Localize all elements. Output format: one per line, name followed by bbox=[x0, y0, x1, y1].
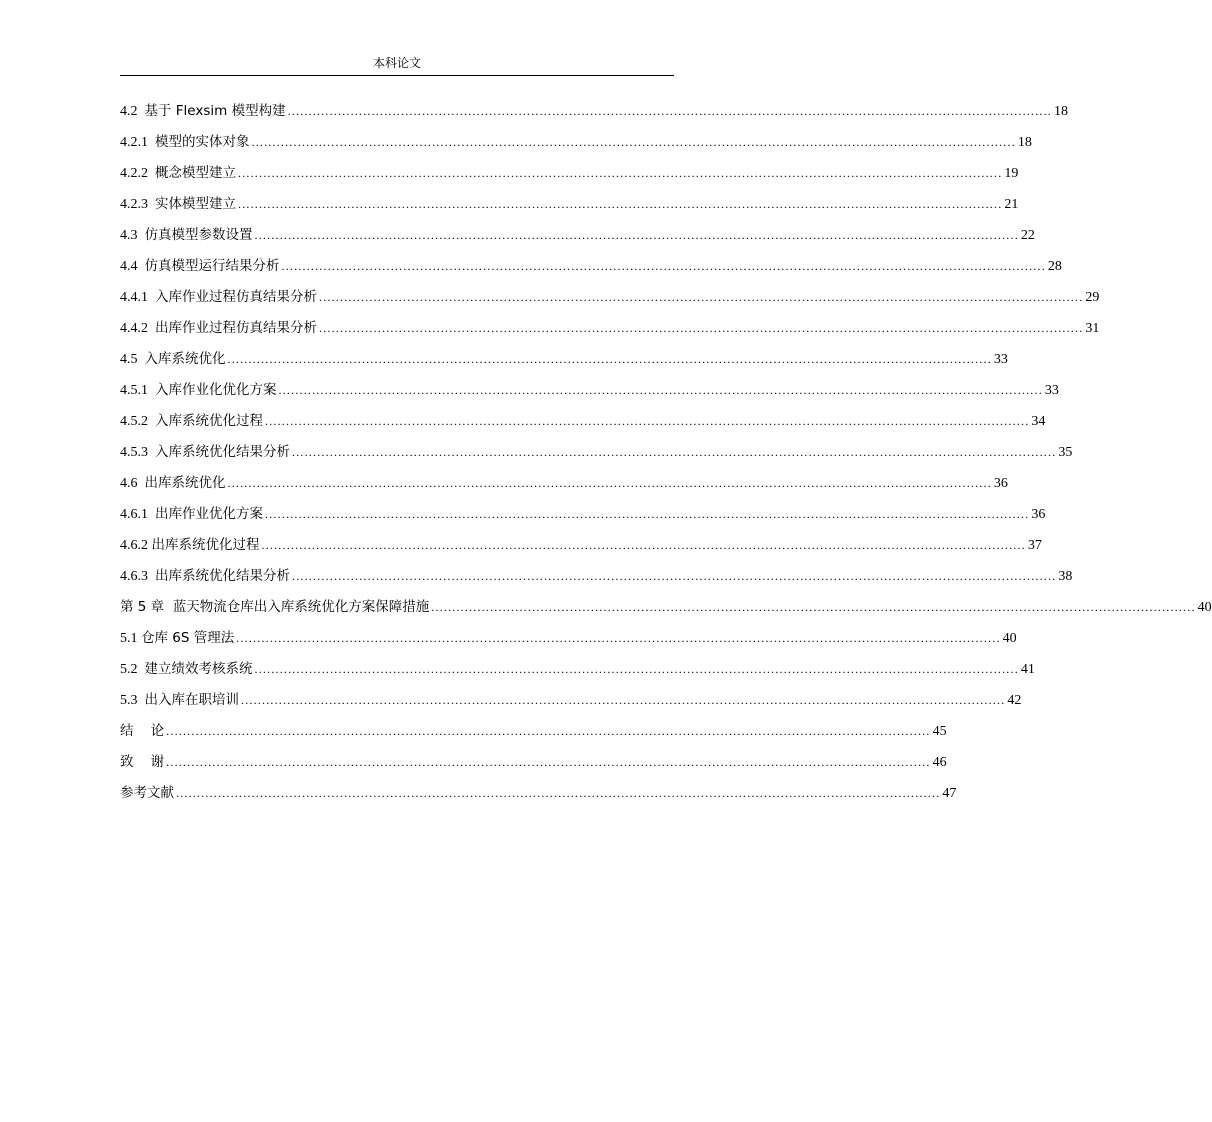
toc-entry-number: 4.3 bbox=[120, 228, 145, 243]
toc-entry-title: 入库系统优化结果分析 bbox=[155, 444, 290, 460]
toc-entry-title: 出库系统优化过程 bbox=[151, 537, 260, 553]
toc-entry-title: 实体模型建立 bbox=[155, 196, 236, 212]
toc-entry-page-number: 28 bbox=[1047, 259, 1062, 274]
toc-entry[interactable] bbox=[120, 473, 1008, 504]
toc-entry[interactable] bbox=[120, 349, 1008, 380]
toc-entry-page-number: 38 bbox=[1058, 569, 1073, 584]
toc-entry[interactable] bbox=[120, 380, 1059, 411]
toc-entry-title: 出入库在职培训 bbox=[144, 692, 239, 708]
toc-entry-page-number: 47 bbox=[942, 786, 957, 801]
toc-entry-number: 4.6 bbox=[120, 476, 145, 491]
toc-entry-title: 仿真模型运行结果分析 bbox=[144, 258, 280, 274]
toc-entry-title: 入库系统优化 bbox=[144, 351, 226, 367]
table-of-contents bbox=[120, 101, 1212, 814]
toc-entry-number: 5.2 bbox=[120, 662, 145, 677]
toc-dot-leader: ...................................................................................................................................................................................... bbox=[278, 383, 1043, 397]
toc-entry-title: 入库系统优化过程 bbox=[155, 413, 263, 429]
toc-entry-page-number: 18 bbox=[1017, 135, 1032, 150]
toc-entry[interactable] bbox=[120, 659, 1035, 690]
toc-entry-number: 4.2.2 bbox=[120, 166, 155, 181]
toc-entry[interactable] bbox=[120, 535, 1042, 566]
toc-entry-number: 4.5.2 bbox=[120, 414, 155, 429]
toc-entry-page-number: 34 bbox=[1031, 414, 1046, 429]
toc-entry-number: 4.5 bbox=[120, 352, 145, 367]
toc-dot-leader: ...................................................................................................................................................................................... bbox=[227, 352, 992, 366]
toc-entry-title: 模型的实体对象 bbox=[155, 134, 250, 150]
toc-entry-number: 5.3 bbox=[120, 693, 145, 708]
toc-entry-page-number: 19 bbox=[1004, 166, 1019, 181]
toc-entry[interactable] bbox=[120, 225, 1035, 256]
toc-entry-number: 4.4.2 bbox=[120, 321, 155, 336]
toc-dot-leader: ...................................................................................................................................................................................... bbox=[176, 786, 941, 800]
toc-entry-page-number: 46 bbox=[932, 755, 947, 770]
toc-entry[interactable] bbox=[120, 442, 1073, 473]
toc-entry-page-number: 35 bbox=[1058, 445, 1073, 460]
toc-entry-page-number: 36 bbox=[993, 476, 1008, 491]
toc-entry-page-number: 41 bbox=[1020, 662, 1035, 677]
toc-dot-leader: ...................................................................................................................................................................................... bbox=[254, 228, 1019, 242]
toc-entry-page-number: 37 bbox=[1027, 538, 1042, 553]
toc-dot-leader: ...................................................................................................................................................................................... bbox=[319, 290, 1084, 304]
toc-entry-number: 4.6.2 bbox=[120, 538, 152, 553]
toc-entry-page-number: 45 bbox=[932, 724, 947, 739]
toc-entry[interactable] bbox=[120, 287, 1100, 318]
toc-dot-leader: ...................................................................................................................................................................................... bbox=[251, 135, 1016, 149]
toc-dot-leader: ...................................................................................................................................................................................... bbox=[238, 197, 1003, 211]
toc-entry-title: 仓库 6S 管理法 bbox=[141, 630, 235, 646]
toc-entry[interactable] bbox=[120, 101, 1068, 132]
toc-entry-number: 5.1 bbox=[120, 631, 141, 646]
toc-entry-page-number: 42 bbox=[1007, 693, 1022, 708]
toc-entry-title: 参考文献 bbox=[120, 785, 174, 801]
toc-entry-number: 4.6.3 bbox=[120, 569, 155, 584]
toc-dot-leader: ...................................................................................................................................................................................... bbox=[166, 724, 931, 738]
toc-entry-title: 致 谢 bbox=[120, 754, 165, 770]
toc-entry-number: 4.2.3 bbox=[120, 197, 155, 212]
toc-entry-number: 4.2.1 bbox=[120, 135, 155, 150]
toc-dot-leader: ...................................................................................................................................................................................... bbox=[319, 321, 1084, 335]
toc-entry-title: 仿真模型参数设置 bbox=[144, 227, 253, 243]
toc-entry-page-number: 29 bbox=[1085, 290, 1100, 305]
toc-dot-leader: ...................................................................................................................................................................................... bbox=[166, 755, 931, 769]
toc-dot-leader: ...................................................................................................................................................................................... bbox=[265, 414, 1030, 428]
toc-entry[interactable] bbox=[120, 597, 1212, 628]
toc-entry[interactable] bbox=[120, 318, 1100, 349]
toc-entry-page-number: 36 bbox=[1031, 507, 1046, 522]
toc-dot-leader: ...................................................................................................................................................................................... bbox=[261, 538, 1026, 552]
toc-entry[interactable] bbox=[120, 256, 1062, 287]
toc-entry[interactable] bbox=[120, 504, 1046, 535]
toc-entry-title: 出库作业过程仿真结果分析 bbox=[155, 320, 317, 336]
toc-entry-page-number: 40 bbox=[1002, 631, 1017, 646]
toc-entry-title: 入库作业过程仿真结果分析 bbox=[155, 289, 317, 305]
toc-entry[interactable] bbox=[120, 690, 1022, 721]
toc-entry[interactable] bbox=[120, 194, 1019, 225]
toc-entry[interactable] bbox=[120, 163, 1019, 194]
toc-entry-title: 出库作业优化方案 bbox=[155, 506, 263, 522]
toc-entry-title: 概念模型建立 bbox=[155, 165, 236, 181]
toc-entry-title: 结 论 bbox=[120, 723, 165, 739]
toc-entry-number: 4.2 bbox=[120, 104, 145, 119]
toc-entry-page-number: 18 bbox=[1054, 104, 1068, 119]
toc-dot-leader: ...................................................................................................................................................................................... bbox=[292, 569, 1057, 583]
toc-entry-number: 4.4 bbox=[120, 259, 145, 274]
toc-entry-page-number: 33 bbox=[1044, 383, 1059, 398]
toc-entry-title: 建立绩效考核系统 bbox=[144, 661, 253, 677]
toc-entry-title: 基于 Flexsim 模型构建 bbox=[144, 103, 286, 119]
toc-entry[interactable] bbox=[120, 752, 947, 783]
toc-entry-number: 4.5.3 bbox=[120, 445, 155, 460]
toc-dot-leader: ...................................................................................................................................................................................... bbox=[254, 662, 1019, 676]
toc-dot-leader: ...................................................................................................................................................................................... bbox=[292, 445, 1057, 459]
page-header bbox=[120, 55, 674, 76]
toc-dot-leader: ...................................................................................................................................................................................... bbox=[431, 600, 1196, 614]
toc-dot-leader: ...................................................................................................................................................................................... bbox=[281, 259, 1046, 273]
toc-entry[interactable] bbox=[120, 566, 1073, 597]
toc-dot-leader: ...................................................................................................................................................................................... bbox=[227, 476, 992, 490]
toc-dot-leader: ...................................................................................................................................................................................... bbox=[241, 693, 1006, 707]
toc-entry-title: 出库系统优化 bbox=[144, 475, 226, 491]
header-title: 本科论文 bbox=[372, 56, 421, 70]
toc-entry[interactable] bbox=[120, 783, 957, 814]
toc-dot-leader: ...................................................................................................................................................................................... bbox=[287, 104, 1052, 118]
toc-entry-title: 第 5 章 蓝天物流仓库出入库系统优化方案保障措施 bbox=[120, 599, 430, 615]
toc-entry-number: 4.5.1 bbox=[120, 383, 155, 398]
toc-entry[interactable] bbox=[120, 411, 1046, 442]
toc-entry[interactable] bbox=[120, 628, 1017, 659]
toc-entry-page-number: 21 bbox=[1004, 197, 1019, 212]
toc-dot-leader: ...................................................................................................................................................................................... bbox=[265, 507, 1030, 521]
toc-entry-number: 4.4.1 bbox=[120, 290, 155, 305]
toc-dot-leader: ...................................................................................................................................................................................... bbox=[238, 166, 1003, 180]
toc-entry[interactable] bbox=[120, 721, 947, 752]
toc-entry[interactable] bbox=[120, 132, 1032, 163]
toc-entry-title: 入库作业化优化方案 bbox=[155, 382, 277, 398]
toc-entry-page-number: 33 bbox=[993, 352, 1008, 367]
toc-entry-title: 出库系统优化结果分析 bbox=[155, 568, 290, 584]
toc-dot-leader: ...................................................................................................................................................................................... bbox=[236, 631, 1001, 645]
toc-entry-page-number: 31 bbox=[1085, 321, 1100, 336]
toc-entry-number: 4.6.1 bbox=[120, 507, 155, 522]
toc-entry-page-number: 22 bbox=[1020, 228, 1035, 243]
toc-entry-page-number: 40 bbox=[1197, 600, 1212, 615]
